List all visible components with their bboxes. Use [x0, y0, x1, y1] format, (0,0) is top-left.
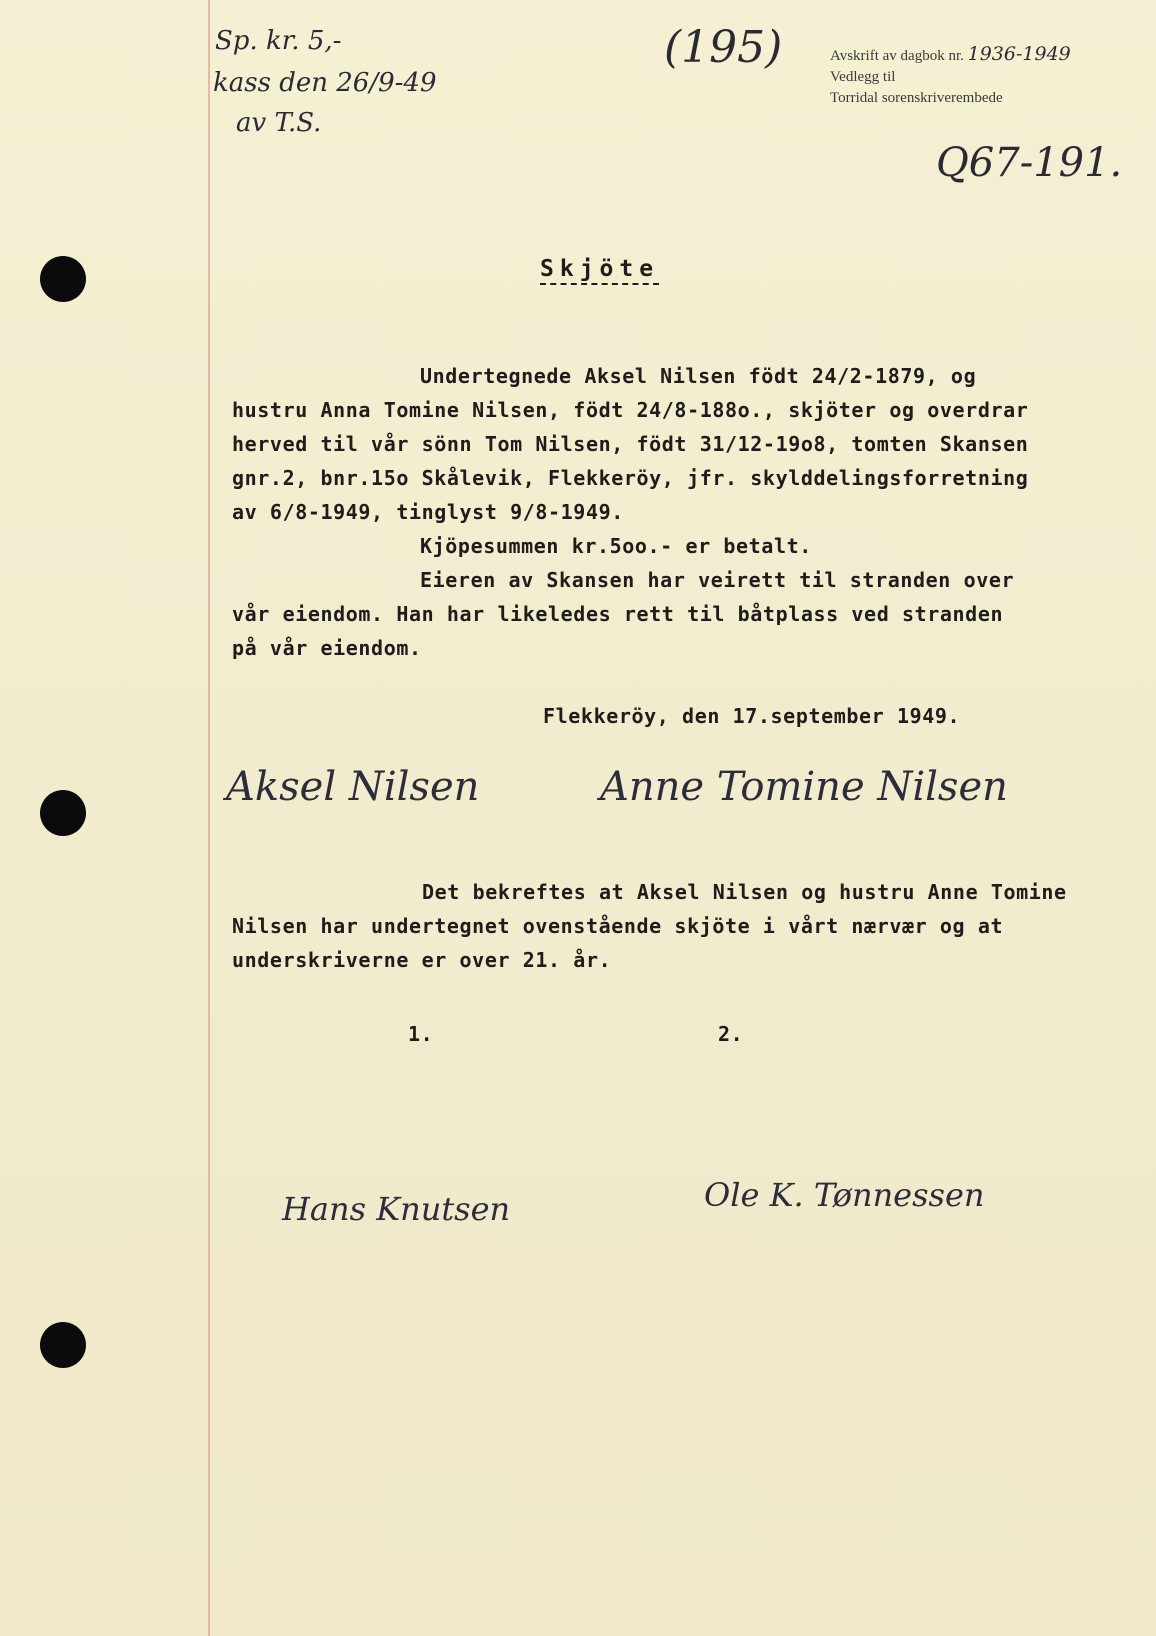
deed-line-1: Undertegnede Aksel Nilsen födt 24/2-1879, og [420, 364, 977, 388]
witness-signature-1: Hans Knutsen [282, 1190, 511, 1228]
margin-note-line-3: av T.S. [236, 108, 322, 138]
margin-note-line-2: kass den 26/9-49 [213, 68, 437, 98]
folio-number: (195) [664, 22, 783, 73]
witness-line-3: underskriverne er over 21. år. [232, 948, 612, 972]
stamp-line-1 [830, 44, 1071, 67]
signature-aksel-nilsen: Aksel Nilsen [226, 764, 480, 810]
document-title: Skjöte [540, 256, 659, 285]
deed-line-7: Eieren av Skansen har veirett til stranden over [420, 568, 1015, 592]
deed-line-2: hustru Anna Tomine Nilsen, födt 24/8-188o., skjöter og overdrar [232, 398, 1029, 422]
binder-hole-middle [40, 790, 86, 836]
place-date: Flekkeröy, den 17.september 1949. [543, 704, 961, 728]
deed-line-9: på vår eiendom. [232, 636, 422, 660]
deed-line-4: gnr.2, bnr.15o Skålevik, Flekkeröy, jfr. skylddelingsforretning [232, 466, 1029, 490]
stamp-line-3: Torridal sorenskriverembede [830, 90, 1003, 106]
witness-signature-2: Ole K. Tønnessen [704, 1176, 985, 1214]
stamp-line-2: Vedlegg til [830, 69, 896, 85]
witness-line-2: Nilsen har undertegnet ovenstående skjöte i vårt nærvær og at [232, 914, 1004, 938]
stamp-dagbok-label: dagbok nr. [900, 48, 964, 64]
signature-anne-tomine-nilsen: Anne Tomine Nilsen [600, 764, 1008, 810]
deed-line-8: vår eiendom. Han har likeledes rett til båtplass ved stranden [232, 602, 1004, 626]
binder-hole-bottom [40, 1322, 86, 1368]
dagbok-number: 1936-1949 [967, 43, 1071, 65]
reference-number: Q67-191. [936, 140, 1123, 186]
margin-rule [208, 0, 210, 1636]
witness-label-1: 1. [408, 1022, 434, 1046]
registry-stamp [830, 44, 1071, 109]
binder-hole-top [40, 256, 86, 302]
deed-line-3: herved til vår sönn Tom Nilsen, födt 31/12-19o8, tomten Skansen [232, 432, 1029, 456]
stamp-avskrift: Avskrift av [830, 48, 897, 64]
deed-line-5: av 6/8-1949, tinglyst 9/8-1949. [232, 500, 624, 524]
deed-line-6: Kjöpesummen kr.5oo.- er betalt. [420, 534, 812, 558]
witness-label-2: 2. [718, 1022, 744, 1046]
witness-line-1: Det bekreftes at Aksel Nilsen og hustru Anne Tomine [422, 880, 1067, 904]
margin-note-line-1: Sp. kr. 5,- [215, 26, 342, 56]
